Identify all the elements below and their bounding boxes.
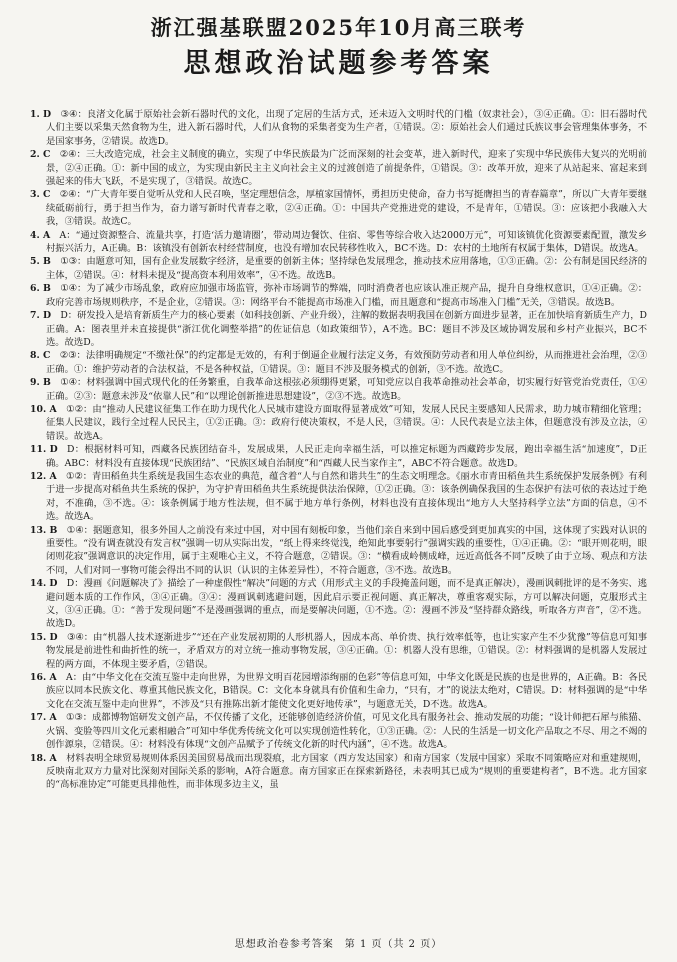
answer-item	[30, 752, 647, 792]
answer-item	[30, 631, 647, 671]
answer-number: 13. B	[30, 524, 58, 536]
answer-number: 4. A	[30, 229, 51, 241]
answer-item	[30, 188, 647, 228]
answer-number: 9. B	[30, 377, 51, 389]
answer-number: 10. A	[30, 403, 57, 415]
answer-explanation: ③④：由“机器人技术逐渐进步”“还在产业发展初期的人形机器人，因成本高、单价贵、执行效率低等，也让实家产生不少犹豫”等信息可知事物发展是前进性和曲折性的统一，矛盾双方的对立统一推动事物发展，③④正确。①：机器人没有思维，①错误。②：材料强调的是机器人发展过程的两方面，不体现主要矛盾，②错误。	[46, 631, 647, 670]
answer-item	[30, 577, 647, 631]
exam-title: 浙江强基联盟2025年10月高三联考	[150, 15, 527, 40]
answer-explanation: A：“通过资源整合、流量共享，打造‘活力邀请圈’，带动周边餐饮、住宿、零售等综合收入达2000万元”，可知该镇优化资源要素配置，激发乡村振兴活力，A正确。B：该镇没有创新农村经营制度，也没有增加农民转移性收入，BC不选。D：农村的土地所有权属于集体，D错误。故选A。	[46, 229, 647, 255]
answer-number: 18. A	[30, 752, 57, 764]
answer-item	[30, 524, 647, 578]
answer-explanation: ③④：良渚文化属于原始社会新石器时代的文化，出现了定居的生活方式，还未迈入文明时代的门槛（奴隶社会），③④正确。①：旧石器时代人们主要以采集天然食物为生，进入新石器时代，人们从食物的采集者变为生产者，①错误。②：原始社会人们通过氏族议事会管理集体事务，不是国家事务，②错误。故选D。	[46, 109, 647, 147]
answer-explanation: A：由“中华文化在交流互鉴中走向世界，为世界文明百花园增添绚丽的色彩”等信息可知，中华文化既是民族的也是世界的，A正确。B：各民族应以同本民族文化、尊重其他民族文化，B错误。C：文化本身就具有价值和生命力，“只有，才”的说法太绝对，C错误。D：材料强调的是“中华文化在交流互鉴中走向世界”，不涉及“只有推陈出新才能使文化更好地传承”，与题意无关，D不选。故选A。	[46, 672, 647, 710]
answer-number: 11. D	[30, 444, 58, 456]
answer-explanation: 材料表明全球贸易规则体系因美国贸易战而出现裂痕，北方国家（西方发达国家）和南方国家（发展中国家）采取不同策略应对和重建规则，反映南北双方力量对比深刻对国际关系的影响，A符合题意。南方国家正在探索新路径，未表明其已成为“规则的重要建构者”，B不选。北方国家的“高标准协定”可能更具排他性，而非体现多边主义，虽	[46, 752, 647, 791]
answer-item	[30, 229, 647, 256]
answer-list	[30, 108, 647, 926]
answer-number: 7. D	[30, 310, 52, 322]
answer-item	[30, 282, 647, 309]
answer-number: 1. D	[30, 109, 52, 120]
answer-item	[30, 443, 647, 470]
answer-item	[30, 309, 647, 349]
answer-item	[30, 349, 647, 376]
answer-number: 12. A	[30, 470, 57, 482]
answer-number: 2. C	[30, 149, 51, 161]
answer-explanation: D：漫画《问题解决了》描绘了一种虚假性“解决”问题的方式（用形式主义的手段掩盖问题，而不是真正解决），漫画讽刺批评的是不务实、逃避问题本质的工作作风，③④正确。③④：漫画讽刺逃避问题，因此启示要正视问题、真正解决，尊重客观实际，方可以解决问题，克服形式主义，③④正确。①：“善于发现问题”不是漫画强调的重点，而是要解决问题，①不选。②：漫画不涉及“坚持群众路线，听取各方声音”，②不选。故选D。	[46, 578, 647, 630]
answer-title: 思想政治试题参考答案	[183, 48, 494, 79]
answer-number: 5. B	[30, 256, 51, 268]
answer-number: 16. A	[30, 672, 57, 684]
answer-explanation: ①②：由“推动人民建议征集工作在助力现代化人民城市建设方面取得显著成效”可知，发展人民民主要感知人民需求，助力城市精细化管理；征集人民建议，践行全过程人民民主，①②正确。③：政府行使决策权，不是人民，③错误。④：人民代表是立法主体，但题意没有涉及立法，④错误。故选A。	[46, 403, 647, 442]
answer-explanation: D：研发投入是培育新质生产力的核心要素（如科技创新、产业升级），注解的数据表明我国在创新方面进步显著，正在加快培育新质生产力，D正确。A：图表里并未直接提供“浙江优化调整举措”的佐证信息（如政策细节），A不选。BC：题目不涉及区域协调发展和乡村产业振兴，BC不选。故选D。	[46, 310, 647, 348]
answer-number: 6. B	[30, 283, 51, 295]
answer-item	[30, 148, 647, 188]
answer-number: 17. A	[30, 712, 57, 724]
answer-number: 3. C	[30, 189, 51, 201]
answer-explanation: ①④：材料强调中国式现代化的任务繁重，自我革命这根弦必须绷得更紧，可知党应以自我革命推动社会革命，切实履行好管党治党责任，①④正确。②③：题意未涉及“依靠人民”和“以理论创新推进思想建设”，②③不选。故选B。	[46, 377, 647, 402]
answer-item	[30, 376, 647, 403]
answer-explanation: ②④：“广大青年要自觉听从党和人民召唤，坚定理想信念，厚植家国情怀，勇担历史使命，奋力书写挺膺担当的青春篇章”，所以广大青年要继续砥砺前行，勇于担当作为，奋力谱写新时代青春之歌，②④正确。①：中国共产党推进党的建设，不是青年，①错误。③：应该把小我融入大我，③错误。故选C。	[46, 189, 647, 228]
answer-number: 14. D	[30, 578, 58, 590]
answer-item	[30, 470, 647, 524]
answer-explanation: ①③：成都博物馆研发文创产品，不仅传播了文化，还能够创造经济价值，可见文化具有服务社会、推动发展的功能；“设计师把石犀与熊猫、火锅、变脸等四川文化元素相融合”可知中华优秀传统文化可以实现创造性转化，①③正确。②：人民的生活是一切文化产品取之不尽、用之不竭的创作源泉，②错误。④：材料没有体现“文创产品赋予了传统文化新的时代内涵”，④不选。故选A。	[46, 712, 647, 751]
answer-explanation: ①②：青田稻鱼共生系统是我国生态农业的典范，蕴含着“人与自然和谐共生”的生态文明理念。《丽水市青田稻鱼共生系统保护发展条例》有利于进一步提高对稻鱼共生系统的保护，为守护青田稻鱼共生系统提供法治保障，①②正确。③：该条例确保我国的生态保护有法可依的表达过于绝对，不准确，③不选。④：该条例属于地方性法规，但不属于地方单行条例，材料也没有直接体现出“地方人大坚持科学立法”方面的信息，④不选。故选A。	[46, 470, 647, 523]
answer-explanation: ①④：为了减少市场乱象，政府应加强市场监管，弥补市场调节的弊端，同时消费者也应该认准正规产品，提升自身维权意识，①④正确。②：政府完善市场规则秩序，不是企业，②错误。③：网络平台不能提高市场准入门槛，而且题意和“提高市场准入门槛”无关，③错误。故选B。	[46, 283, 647, 308]
answer-explanation: ①③：由题意可知，国有企业发展数字经济，是重要的创新主体；坚持绿色发展理念，推动技术应用落地，①③正确。②：公有制是国民经济的主体，②错误。④：材料未提及“提高资本利用效率”，④不选。故选B。	[46, 256, 647, 281]
answer-explanation: D：根据材料可知，西藏各民族团结奋斗，发展成果，人民正走向幸福生活，可以推定标题为西藏跨步发展，跑出幸福生活“加速度”，D正确。ABC：材料没有直接体现“民族团结”、“民族区域自治制度”和“西藏人民当家作主”，ABC不符合题意。故选D。	[46, 444, 647, 469]
page-footer: 思想政治卷参考答案 第 1 页（共 2 页）	[234, 939, 443, 950]
answer-item	[30, 255, 647, 282]
answer-number: 8. C	[30, 350, 51, 362]
answer-item	[30, 403, 647, 443]
answer-explanation: ②④：三大改造完成，社会主义制度的确立，实现了中华民族最为广泛而深刻的社会变革，进入新时代，迎来了实现中华民族伟大复兴的光明前景，②④正确。①：新中国的成立，为实现由新民主主义向社会主义的过渡创造了前提条件，①错误。③：改革开放，迎来了从站起来、富起来到强起来的伟大飞跃，不是实现了，③错误。故选C。	[46, 149, 647, 188]
answer-item	[30, 711, 647, 751]
answer-explanation: ①④：据题意知，很多外国人之前没有来过中国，对中国有刻板印象，当他们亲自来到中国后感受到更加真实的中国，这体现了实践对认识的重要性。“没有调查就没有发言权”强调一切从实际出发，“纸上得来终觉浅，绝知此事要躬行”强调实践的重要性，①④正确。②：“眼开则花明，眼闭则花寂”强调意识的决定作用，属于主观唯心主义，不符合题意，②错误。③：“横看成岭侧成峰，远近高低各不同”反映了由于立场、观点和方法不同，人们对同一事物可能会得出不同的认识（认识的主体差异性），不符合题意，③不选。故选B。	[46, 524, 647, 576]
answer-item	[30, 108, 647, 148]
answer-number: 15. D	[30, 631, 58, 643]
answer-item	[30, 671, 647, 711]
answer-explanation: ②③：法律明确规定“不缴社保”的约定都是无效的，有利于倒逼企业履行法定义务，有效预防劳动者和用人单位纠纷，从而推进社会治理，②③正确。①：维护劳动者的合法权益，不是各种权益，①错误。③：题目不涉及服务模式的创新，③不选。故选C。	[46, 350, 647, 375]
